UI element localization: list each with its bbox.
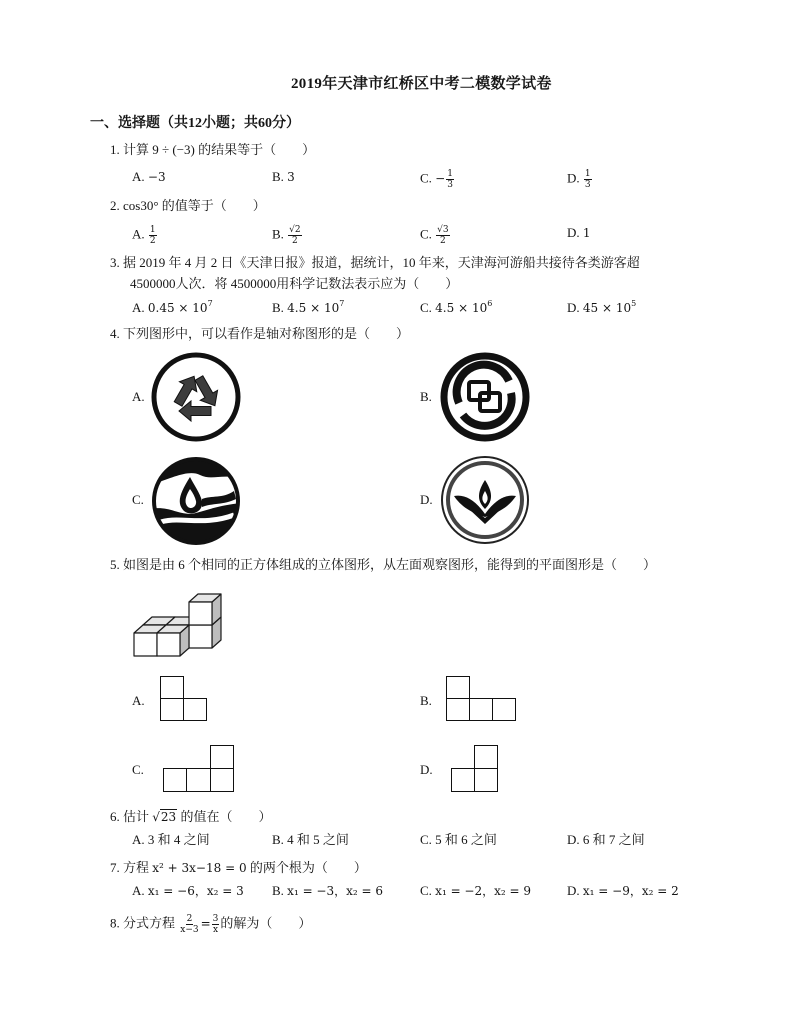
grid-square bbox=[447, 699, 470, 721]
q2-option-d[interactable] bbox=[567, 225, 591, 241]
exam-title: 2019年天津市红桥区中考二模数学试卷 bbox=[291, 76, 552, 92]
stem-prefix: 7. 方程 bbox=[110, 860, 150, 875]
exponent: 5 bbox=[631, 299, 637, 308]
grid-square bbox=[452, 769, 475, 792]
fraction bbox=[436, 225, 449, 246]
option-value: x₁ = −6，x₂ = 3 bbox=[147, 884, 244, 898]
radical-sign: √ bbox=[152, 810, 160, 824]
fraction bbox=[149, 225, 157, 246]
grid-square bbox=[475, 746, 498, 769]
cube-front-face bbox=[189, 602, 212, 625]
numerator: 3 bbox=[212, 914, 219, 924]
question-3-stem-line2: 4500000人次．将 4500000用科学记数法表示应为（ ） bbox=[130, 276, 459, 291]
question-6-stem bbox=[110, 809, 271, 825]
grid-square bbox=[493, 699, 516, 721]
numerator: 1 bbox=[584, 169, 591, 179]
question-2-stem: 2. cos30° 的值等于（ ） bbox=[110, 198, 266, 213]
option-label: B. bbox=[272, 883, 284, 898]
option-value: −3 bbox=[147, 170, 166, 184]
q7-option-b[interactable] bbox=[272, 883, 383, 899]
base: 4.5 × 10 bbox=[287, 301, 340, 315]
cube bbox=[157, 625, 189, 656]
cube-solid-figure bbox=[128, 578, 228, 660]
exponent: 6 bbox=[487, 299, 493, 308]
leaf-flame-logo-figure bbox=[439, 454, 531, 546]
option-label: C. bbox=[420, 300, 432, 315]
option-value: x₁ = −2，x₂ = 9 bbox=[435, 884, 532, 898]
stem-suffix: 的解为（ ） bbox=[220, 915, 312, 931]
stem-suffix: 的两个根为（ ） bbox=[249, 860, 367, 875]
stem-prefix: 6. 估计 bbox=[110, 809, 150, 824]
grid-square bbox=[470, 699, 493, 721]
numerator: 1 bbox=[447, 169, 453, 179]
q3-option-d[interactable] bbox=[567, 300, 636, 316]
option-label: D. bbox=[567, 832, 580, 847]
option-value: 3 bbox=[287, 170, 295, 184]
q5-option-b-grid bbox=[446, 676, 518, 721]
option-label: A. bbox=[132, 832, 145, 847]
option-label: A. bbox=[132, 226, 145, 242]
option-value: 1 bbox=[582, 226, 591, 240]
numerator: 1 bbox=[149, 225, 156, 235]
q3-option-c[interactable] bbox=[420, 300, 492, 316]
radicand: 23 bbox=[160, 810, 177, 824]
cube-front-face bbox=[189, 625, 212, 648]
option-value: 6 和 7 之间 bbox=[582, 832, 645, 847]
option-value: 4 和 5 之间 bbox=[287, 832, 349, 847]
q5-option-c-grid bbox=[163, 745, 235, 793]
q4-option-d-label[interactable]: D. bbox=[420, 492, 433, 507]
q5-option-a-label[interactable]: A. bbox=[132, 693, 145, 708]
denominator: 2 bbox=[440, 236, 446, 246]
q1-option-c[interactable] bbox=[420, 169, 455, 190]
option-label: B. bbox=[272, 300, 284, 315]
cube bbox=[189, 594, 221, 625]
fraction bbox=[212, 914, 220, 935]
q5-option-d-grid bbox=[451, 745, 499, 793]
cube-front-face bbox=[157, 633, 180, 656]
equals-sign: = bbox=[200, 916, 211, 931]
question-8-stem bbox=[110, 914, 311, 935]
denominator: 2 bbox=[149, 236, 156, 246]
option-label: D. bbox=[567, 883, 580, 898]
q2-option-a[interactable] bbox=[132, 225, 158, 246]
option-value bbox=[287, 301, 344, 315]
base: 45 × 10 bbox=[582, 301, 632, 315]
question-7-stem bbox=[110, 860, 367, 876]
option-value: 3 和 4 之间 bbox=[147, 832, 210, 847]
option-value: x₁ = −9，x₂ = 2 bbox=[582, 884, 679, 898]
grid-square bbox=[447, 677, 470, 699]
grid-square bbox=[184, 699, 207, 721]
question-5-stem: 5. 如图是由 6 个相同的正方体组成的立体图形，从左面观察图形，能得到的平面图形是（ ） bbox=[110, 557, 657, 572]
q6-option-c[interactable] bbox=[420, 832, 497, 848]
option-label: C. bbox=[420, 832, 432, 847]
grid-square bbox=[211, 746, 234, 769]
option-value bbox=[583, 301, 636, 315]
grid-square bbox=[164, 769, 187, 792]
q4-option-c-label[interactable]: C. bbox=[132, 492, 144, 507]
grid-square bbox=[475, 769, 498, 792]
q2-option-c[interactable] bbox=[420, 225, 451, 246]
question-1-stem: 1. 计算 9 ÷ (−3) 的结果等于（ ） bbox=[110, 142, 316, 157]
q5-option-b-label[interactable]: B. bbox=[420, 693, 432, 708]
q4-option-a-label[interactable]: A. bbox=[132, 389, 145, 404]
option-label: B. bbox=[272, 832, 284, 847]
exponent: 7 bbox=[207, 299, 213, 308]
grid-square bbox=[211, 769, 234, 792]
equation: x² + 3x−18 = 0 bbox=[152, 861, 247, 875]
fraction bbox=[446, 169, 454, 190]
minus-sign: − bbox=[435, 171, 446, 186]
option-value: x₁ = −3，x₂ = 6 bbox=[287, 884, 384, 898]
question-4-stem: 4. 下列图形中，可以看作是轴对称图形的是（ ） bbox=[110, 326, 410, 341]
option-value bbox=[148, 301, 213, 315]
q1-option-b[interactable] bbox=[272, 169, 295, 185]
base: 0.45 × 10 bbox=[147, 301, 208, 315]
grid-square bbox=[161, 699, 184, 721]
q5-option-c-label[interactable]: C. bbox=[132, 762, 144, 777]
q6-option-a[interactable] bbox=[132, 832, 210, 848]
q3-option-b[interactable] bbox=[272, 300, 344, 316]
cube-front-face bbox=[134, 633, 157, 656]
numerator: 2 bbox=[186, 914, 193, 924]
q7-option-a[interactable] bbox=[132, 883, 244, 899]
q6-option-b[interactable] bbox=[272, 832, 349, 848]
option-label: D. bbox=[567, 300, 580, 315]
option-label: A. bbox=[132, 883, 145, 898]
option-label: D. bbox=[567, 170, 580, 186]
fraction bbox=[179, 914, 199, 935]
base: 4.5 × 10 bbox=[435, 301, 488, 315]
denominator: 3 bbox=[447, 180, 453, 190]
option-value: 5 和 6 之间 bbox=[435, 832, 497, 847]
denominator: x−3 bbox=[180, 925, 199, 935]
denominator: 2 bbox=[292, 236, 298, 246]
option-label: D. bbox=[567, 225, 580, 240]
recycle-logo-figure bbox=[150, 351, 242, 443]
logo-ring bbox=[154, 355, 238, 439]
q3-option-a[interactable] bbox=[132, 300, 213, 316]
stem-prefix: 8. 分式方程 bbox=[110, 915, 176, 931]
option-label: C. bbox=[420, 170, 432, 186]
stem-suffix: 的值在（ ） bbox=[180, 809, 272, 824]
fraction bbox=[584, 169, 592, 190]
grid-square bbox=[161, 677, 184, 699]
q6-option-d[interactable] bbox=[567, 832, 645, 848]
q4-option-b-label[interactable]: B. bbox=[420, 389, 432, 404]
numerator: √2 bbox=[289, 225, 301, 235]
q5-option-d-label[interactable]: D. bbox=[420, 762, 433, 777]
q7-option-c[interactable] bbox=[420, 883, 531, 899]
q7-option-d[interactable] bbox=[567, 883, 679, 899]
section-heading: 一、选择题（共12小题；共60分） bbox=[90, 116, 300, 131]
option-label: B. bbox=[272, 226, 284, 242]
option-value bbox=[435, 301, 492, 315]
denominator: x bbox=[213, 925, 219, 935]
numerator: √3 bbox=[437, 225, 449, 235]
q5-option-a-grid bbox=[160, 676, 208, 721]
option-label: C. bbox=[420, 226, 432, 242]
option-label: B. bbox=[272, 169, 284, 184]
fraction bbox=[288, 225, 301, 246]
option-label: A. bbox=[132, 169, 145, 184]
exponent: 7 bbox=[339, 299, 345, 308]
option-label: A. bbox=[132, 300, 145, 315]
q2-option-b[interactable] bbox=[272, 225, 303, 246]
question-3-stem-line1: 3. 据 2019 年 4 月 2 日《天津日报》报道，据统计，10 年来，天津海河游船共接待各类游客超 bbox=[110, 255, 640, 270]
interlocked-squares-logo-figure bbox=[439, 351, 531, 443]
grid-square bbox=[187, 769, 211, 792]
q1-option-a[interactable] bbox=[132, 169, 166, 185]
q1-option-d[interactable] bbox=[567, 169, 593, 190]
option-label: C. bbox=[420, 883, 432, 898]
denominator: 3 bbox=[584, 180, 591, 190]
water-drop-logo-figure bbox=[150, 455, 242, 547]
